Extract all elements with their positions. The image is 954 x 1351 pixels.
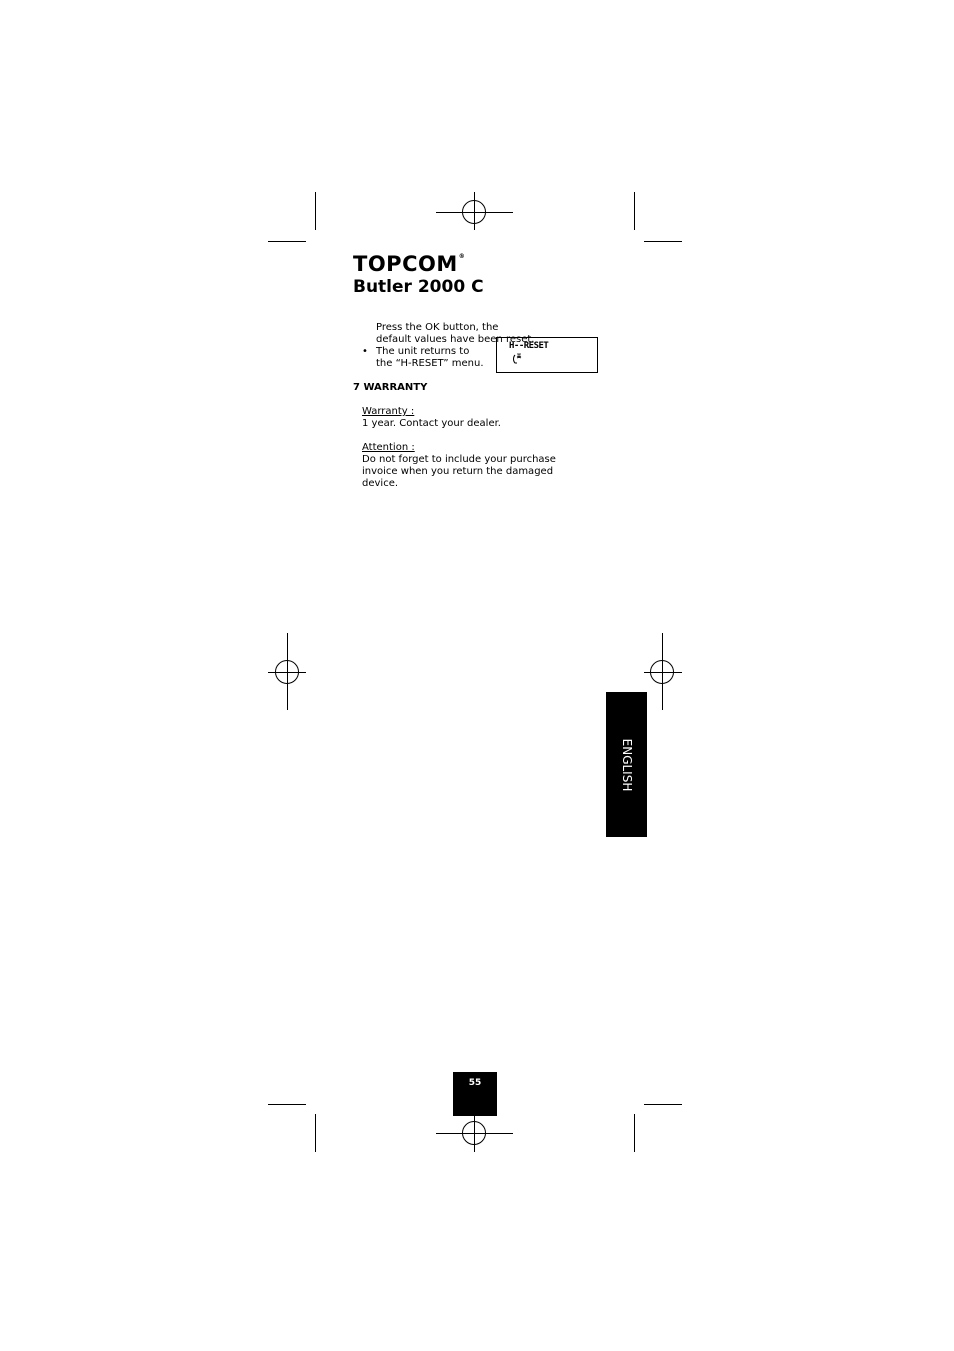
lcd-display xyxy=(496,337,598,373)
crop-mark xyxy=(268,241,306,242)
handset-icon xyxy=(512,353,522,365)
language-tab xyxy=(606,692,647,837)
crop-mark xyxy=(268,1104,306,1105)
brand-name: TOPCOM xyxy=(353,252,458,276)
crop-mark xyxy=(315,192,316,230)
warranty-text: 1 year. Contact your dealer. xyxy=(362,418,501,429)
crop-mark xyxy=(315,1114,316,1152)
page-number: 55 xyxy=(468,1078,482,1088)
crop-mark xyxy=(644,241,682,242)
page-number-box xyxy=(453,1072,497,1116)
registration-mark xyxy=(462,1121,486,1145)
registration-mark xyxy=(275,660,299,684)
product-title: Butler 2000 C xyxy=(353,277,484,297)
registered-mark: ® xyxy=(458,253,466,260)
registration-mark xyxy=(650,660,674,684)
brand-logo xyxy=(353,254,465,275)
crop-mark xyxy=(634,192,635,230)
bullet-item xyxy=(362,346,492,370)
registration-mark xyxy=(462,200,486,224)
lcd-text: H--RESET xyxy=(509,341,549,351)
bullet-symbol: • xyxy=(362,346,368,357)
crop-mark xyxy=(634,1114,635,1152)
attention-label: Attention : xyxy=(362,442,415,453)
step-text: Press the OK button, the default values have been reset. xyxy=(376,322,535,345)
crop-mark xyxy=(644,1104,682,1105)
bullet-text: The unit returns to the “H-RESET” menu. xyxy=(376,346,484,369)
attention-text: Do not forget to include your purchase invoice when you return the damaged device. xyxy=(362,454,556,489)
warranty-label: Warranty : xyxy=(362,406,415,417)
language-label: ENGLISH xyxy=(619,738,634,791)
section-heading: 7 WARRANTY xyxy=(353,382,428,393)
